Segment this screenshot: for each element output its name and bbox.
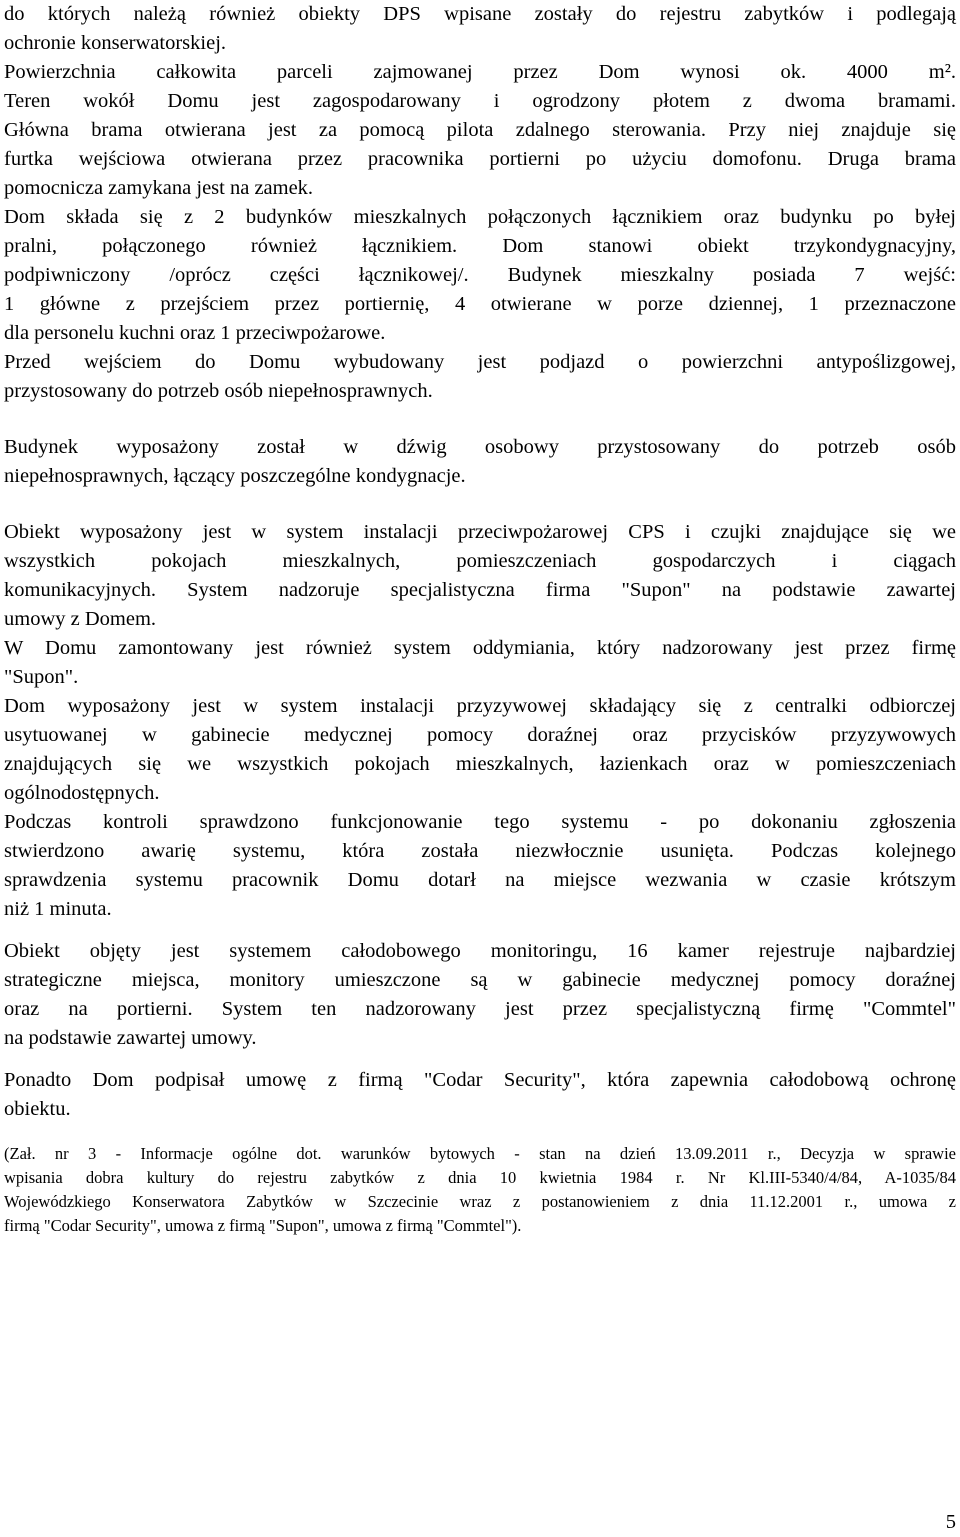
- text-line: Dom składa się z 2 budynków mieszkalnych połączonych łącznikiem oraz budynku po byłej: [4, 206, 956, 228]
- text-line: Budynek wyposażony został w dźwig osobowy przystosowany do potrzeb osób: [4, 436, 956, 458]
- text-line: sprawdzenia systemu pracownik Domu dotarł na miejsce wezwania w czasie krótszym: [4, 869, 956, 891]
- paragraph-spacer: [4, 406, 956, 433]
- paragraph: [4, 937, 956, 1053]
- text-line: 1 główne z przejściem przez portiernię, 4 otwierane w porze dziennej, 1 przeznaczone: [4, 293, 956, 315]
- text-line: dla personelu kuchni oraz 1 przeciwpożarowe.: [4, 322, 386, 344]
- paragraph-spacer: [4, 491, 956, 518]
- paragraph: [4, 348, 956, 406]
- text-line: niepełnosprawnych, łączący poszczególne kondygnacje.: [4, 465, 466, 487]
- text-line: W Domu zamontowany jest również system oddymiania, który nadzorowany jest przez firmę: [4, 637, 956, 659]
- text-line: "Supon".: [4, 666, 79, 688]
- page-number: 5: [945, 1511, 956, 1533]
- text-line: wszystkich pokojach mieszkalnych, pomieszczeniach gospodarczych i ciągach: [4, 550, 956, 572]
- text-line: Obiekt objęty jest systemem całodobowego monitoringu, 16 kamer rejestruje najbardziej: [4, 940, 956, 962]
- footnote-line: Wojewódzkiego Konserwatora Zabytków w Szczecinie wraz z postanowieniem z dnia 11.12.2001 r., umowa z: [4, 1192, 956, 1211]
- text-line: przystosowany do potrzeb osób niepełnosprawnych.: [4, 380, 433, 402]
- paragraph: [4, 808, 956, 924]
- text-line: usytuowanej w gabinecie medycznej pomocy doraźnej oraz przycisków przyzywowych: [4, 724, 956, 746]
- text-line: Ponadto Dom podpisał umowę z firmą "Codar Security", która zapewnia całodobową ochronę: [4, 1069, 956, 1091]
- text-line: obiektu.: [4, 1098, 71, 1120]
- text-line: ochronie konserwatorskiej.: [4, 32, 227, 54]
- paragraph-spacer: [4, 924, 956, 937]
- text-line: na podstawie zawartej umowy.: [4, 1027, 257, 1049]
- text-line: oraz na portierni. System ten nadzorowany jest przez specjalistyczną firmę "Commtel": [4, 998, 956, 1020]
- paragraph: [4, 518, 956, 634]
- paragraph: [4, 634, 956, 692]
- footnote-line: (Zał. nr 3 - Informacje ogólne dot. warunków bytowych - stan na dzień 13.09.2011 r., Decyzja w sprawie: [4, 1144, 956, 1163]
- paragraph: [4, 0, 956, 58]
- paragraph: [4, 433, 956, 491]
- text-line: umowy z Domem.: [4, 608, 157, 630]
- text-line: pomocnicza zamykana jest na zamek.: [4, 177, 314, 199]
- text-line: Przed wejściem do Domu wybudowany jest podjazd o powierzchni antypoślizgowej,: [4, 351, 956, 373]
- text-line: furtka wejściowa otwierana przez pracownika portierni po użyciu domofonu. Druga brama: [4, 148, 956, 170]
- body-text: [4, 0, 956, 1142]
- document-page: [4, 0, 956, 1238]
- text-line: komunikacyjnych. System nadzoruje specjalistyczna firma "Supon" na podstawie zawartej: [4, 579, 956, 601]
- paragraph: [4, 1066, 956, 1124]
- paragraph: [4, 58, 956, 203]
- footnote-line: wpisania dobra kultury do rejestru zabytków z dnia 10 kwietnia 1984 r. Nr Kl.III-5340/4/84, A-1035/84: [4, 1168, 956, 1187]
- text-line: Główna brama otwierana jest za pomocą pilota zdalnego sterowania. Przy niej znajduje się: [4, 119, 956, 141]
- text-line: ogólnodostępnych.: [4, 782, 160, 804]
- text-line: Teren wokół Domu jest zagospodarowany i ogrodzony płotem z dwoma bramami.: [4, 90, 956, 112]
- text-line: Obiekt wyposażony jest w system instalacji przeciwpożarowej CPS i czujki znajdujące się we: [4, 521, 956, 543]
- text-line: pralni, połączonego również łącznikiem. Dom stanowi obiekt trzykondygnacyjny,: [4, 235, 956, 257]
- text-line: strategiczne miejsca, monitory umieszczone są w gabinecie medycznej pomocy doraźnej: [4, 969, 956, 991]
- paragraph: [4, 203, 956, 348]
- paragraph-spacer: [4, 1053, 956, 1066]
- text-line: Powierzchnia całkowita parceli zajmowanej przez Dom wynosi ok. 4000 m².: [4, 61, 956, 83]
- text-line: stwierdzono awarię systemu, która została niezwłocznie usunięta. Podczas kolejnego: [4, 840, 956, 862]
- text-line: niż 1 minuta.: [4, 898, 112, 920]
- text-line: Dom wyposażony jest w system instalacji przyzywowej składający się z centralki odbiorczej: [4, 695, 956, 717]
- text-line: znajdujących się we wszystkich pokojach mieszkalnych, łazienkach oraz w pomieszczeniach: [4, 753, 956, 775]
- text-line: podpiwniczony /oprócz części łącznikowej/. Budynek mieszkalny posiada 7 wejść:: [4, 264, 956, 286]
- paragraph: [4, 692, 956, 808]
- footnote: [4, 1142, 956, 1238]
- text-line: do których należą również obiekty DPS wpisane zostały do rejestru zabytków i podlegają: [4, 3, 956, 25]
- footnote-line: firmą "Codar Security", umowa z firmą "Supon", umowa z firmą "Commtel").: [4, 1216, 522, 1235]
- paragraph-spacer: [4, 1124, 956, 1142]
- text-line: Podczas kontroli sprawdzono funkcjonowanie tego systemu - po dokonaniu zgłoszenia: [4, 811, 956, 833]
